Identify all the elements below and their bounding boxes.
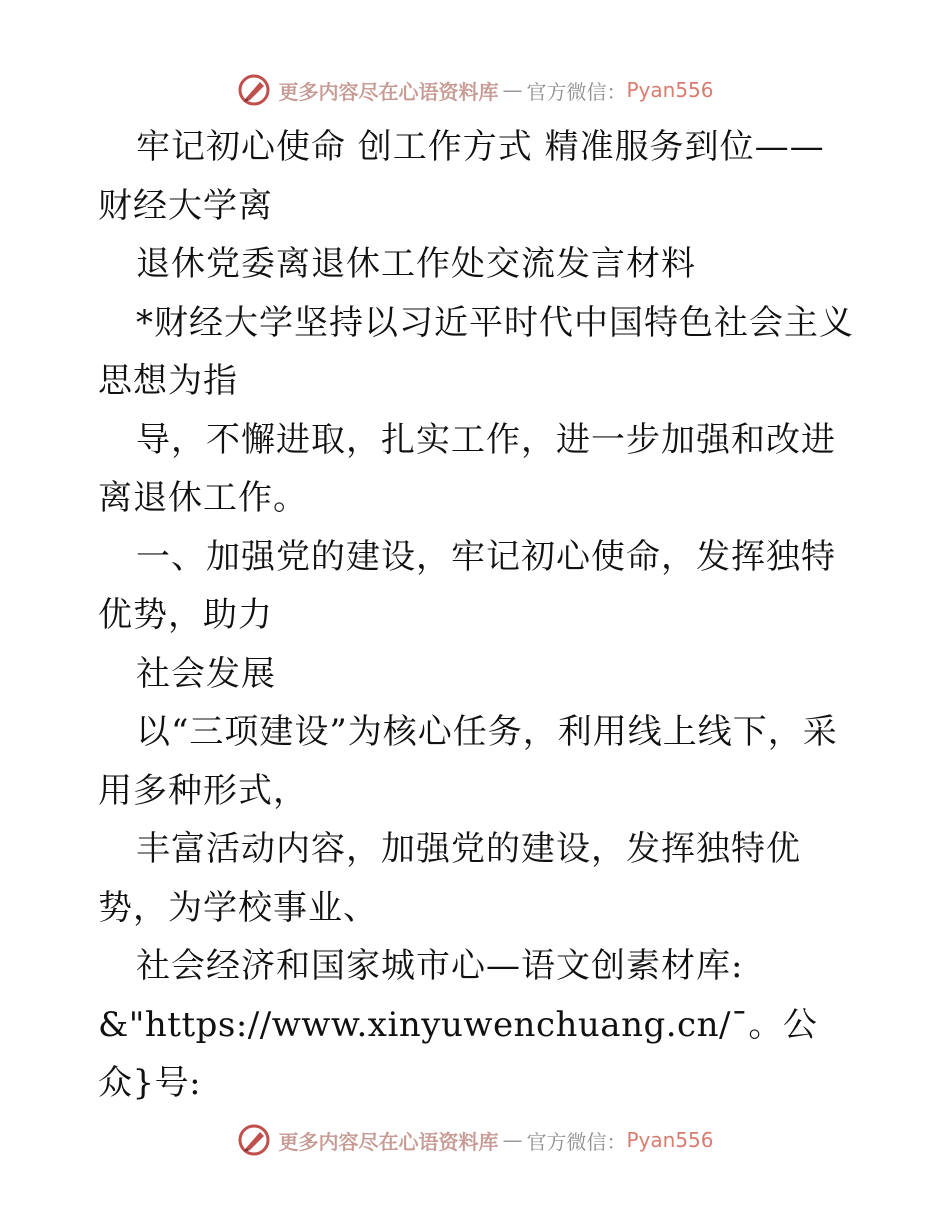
paragraph-body-1: 以“三项建设”为核心任务，利用线上线下，采用多种形式， — [98, 712, 838, 811]
watermark-text: 更多内容尽在心语资料库 — [278, 1129, 499, 1154]
pen-logo-icon — [236, 1122, 272, 1158]
section-heading-1-cont: 社会发展 — [136, 653, 276, 694]
pen-logo-icon — [236, 72, 272, 108]
paragraph-body-3: 社会经济和国家城市心—语文创素材库: — [136, 946, 744, 986]
section-heading-1: 一、加强党的建设，牢记初心使命，发挥独特优势，助力 — [98, 536, 836, 635]
watermark-separator: — — [502, 1128, 523, 1152]
paragraph-intro-2: 导，不懈进取，扎实工作，进一步加强和改进离退休工作。 — [98, 419, 836, 518]
paragraph-body-2: 丰富活动内容，加强党的建设，发挥独特优势，为学校事业、 — [98, 829, 801, 928]
footer-watermark — [0, 1120, 950, 1160]
watermark-wechat-id: Pyan556 — [626, 78, 714, 102]
watermark-label: 官方微信： — [526, 79, 627, 104]
watermark-wechat-id: Pyan556 — [626, 1128, 714, 1152]
title-line-1: 牢记初心使命 创工作方式 精准服务到位——财经大学离 — [98, 127, 825, 226]
watermark-label: 官方微信： — [526, 1129, 627, 1154]
document-body — [98, 118, 858, 1113]
watermark-text: 更多内容尽在心语资料库 — [278, 79, 499, 104]
paragraph-intro-1: *财经大学坚持以习近平时代中国特色社会主义思想为指 — [98, 302, 854, 401]
watermark-separator: — — [502, 78, 523, 102]
title-line-2: 退休党委离退休工作处交流发言材料 — [136, 244, 696, 284]
url-line: &"https://www.xinyuwenchuang.cn/¯。公众}号: — [98, 1004, 818, 1103]
header-watermark — [0, 70, 950, 110]
